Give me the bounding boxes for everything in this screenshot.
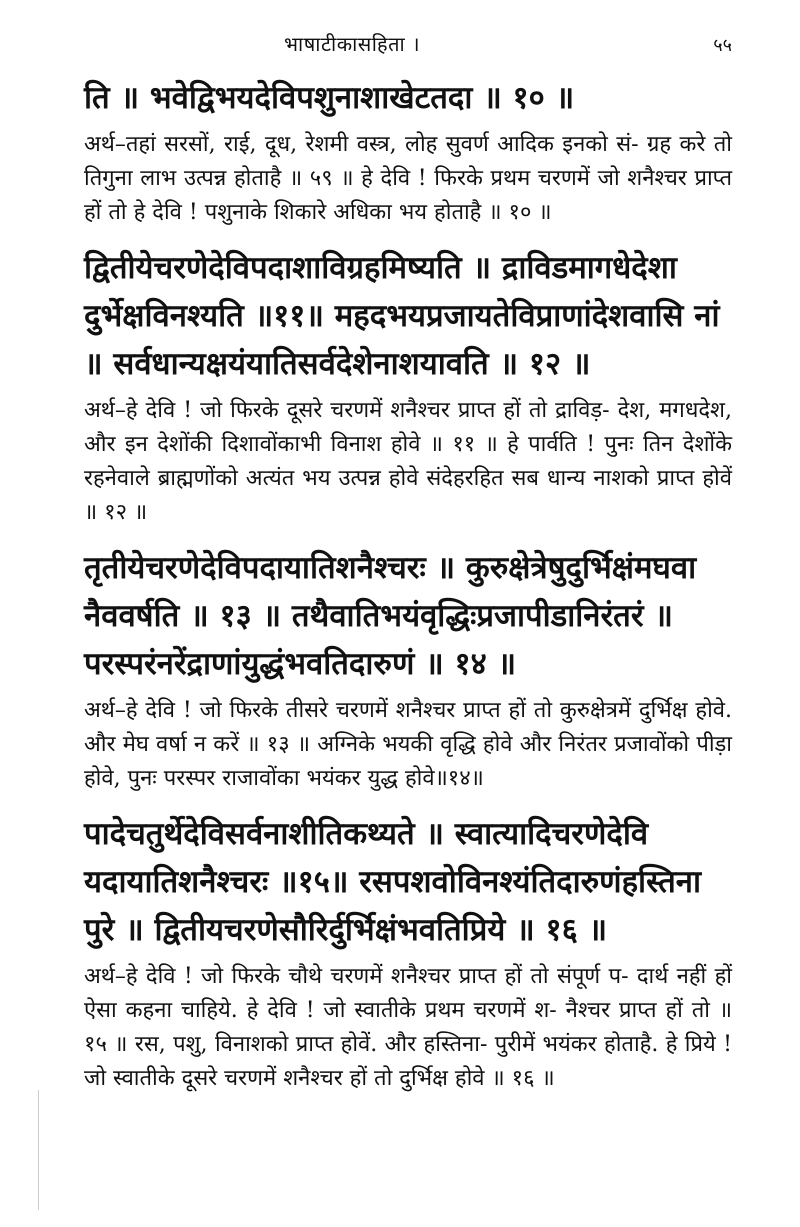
- meaning-block: अर्थ–हे देवि ! जो फिरके चौथे चरणमें शनैश्चर प्राप्त हों तो संपूर्ण प- दार्थ नहीं हों ऐसा कहना चाहिये. हे देवि ! जो स्वातीके प्रथम चरणमें श- नैश्चर प्राप्त हों तो ॥ १५ ॥ रस, पशु, विनाशको प्राप्त होवें. और हस्तिना- पुरीमें भयंकर होताहै. हे प्रिये ! जो स्वातीके दूसरे चरणमें शनैश्चर हों तो दुर्भिक्ष होवे ॥ १६ ॥: [84, 964, 732, 1091]
- meaning-block: अर्थ–तहां सरसों, राई, दूध, रेशमी वस्त्र, लोह सुवर्ण आदिक इनको सं- ग्रह करे तो तिगुना लाभ उत्पन्न होताहै ॥ ५९ ॥ हे देवि ! फिरके प्रथम चरणमें जो शनैश्चर प्राप्त हों तो हे देवि ! पशुनाके शिकारे अधिका भय होताहै ॥ १० ॥: [84, 132, 732, 225]
- running-title: भाषाटीकासहिता ।: [284, 32, 421, 56]
- verse-block: पादेचतुर्थेदेविसर्वनाशीतिकथ्यते ॥ स्वात्यादिचरणेदेवि यदायातिशनैश्चरः ॥१५॥ रसपशवोविनश्यंतिदारुणंहस्तिना पुरे ॥ द्वितीयचरणेसौरिर्दुर्भिक्षंभवतिप्रिये ॥ १६ ॥: [84, 816, 702, 948]
- verse-block: तृतीयेचरणेदेविपदायातिशनैश्चरः ॥ कुरुक्षेत्रेषुदुर्भिक्षंमघवा नैववर्षति ॥ १३ ॥ तथैवातिभयंवृद्धिःप्रजापीडानिरंतरं ॥ परस्परंनरेंद्राणांयुद्धंभवतिदारुणं ॥ १४ ॥: [84, 550, 697, 682]
- verse-block: द्वितीयेचरणेदेविपदाशाविग्रहमिष्यति ॥ द्राविडमागधेदेशा दुर्भेक्षविनश्यति ॥११॥ महदभयप्रजायतेविप्राणांदेशवासि नां ॥ सर्वधान्यक्षयंयातिसर्वदेशेनाशयावति ॥ १२ ॥: [84, 250, 720, 382]
- page-number: ५५: [713, 35, 732, 56]
- page-edge-rule: [38, 1090, 39, 1210]
- verse-block: ति ॥ भवेद्विभयदेविपशुनाशाखेटतदा ॥ १० ॥: [84, 80, 575, 116]
- meaning-block: अर्थ–हे देवि ! जो फिरके दूसरे चरणमें शनैश्चर प्राप्त हों तो द्राविड़- देश, मगधदेश, और इन देशोंकी दिशावोंकाभी विनाश होवे ॥ ११ ॥ हे पार्वति ! पुनः तिन देशोंके रहनेवाले ब्राह्मणोंको अत्यंत भय उत्पन्न होवे संदेहरहित सब धान्य नाशको प्राप्त होवें ॥ १२ ॥: [84, 398, 732, 525]
- running-head: [84, 30, 732, 64]
- meaning-block: अर्थ–हे देवि ! जो फिरके तीसरे चरणमें शनैश्चर प्राप्त हों तो कुरुक्षेत्रमें दुर्भिक्ष होवे. और मेघ वर्षा न करें ॥ १३ ॥ अग्निके भयकी वृद्धि होवे और निरंतर प्रजावोंको पीड़ा होवे, पुनः परस्पर राजावोंका भयंकर युद्ध होवे॥१४॥: [84, 698, 732, 791]
